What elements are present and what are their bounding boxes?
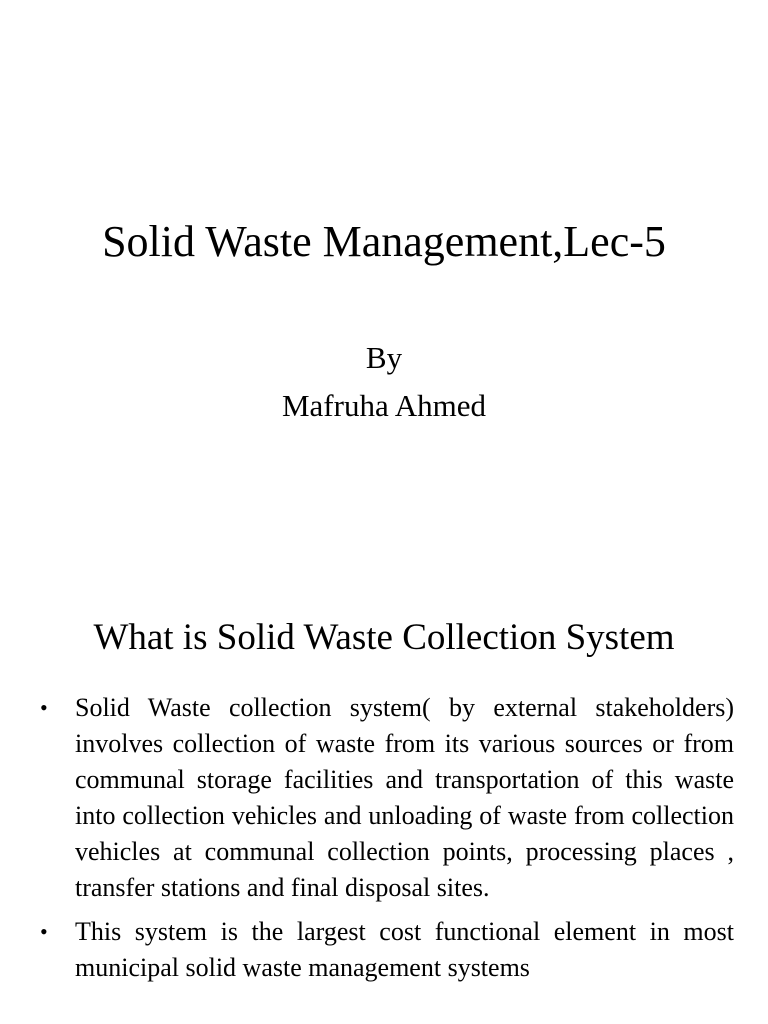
bullet-marker: •: [40, 919, 48, 944]
by-label: By: [365, 340, 403, 375]
bullet-marker: •: [40, 695, 48, 720]
bullet-item: [40, 690, 734, 906]
slide-title: Solid Waste Management,Lec-5: [102, 217, 666, 266]
bullet-text: Solid Waste collection system( by external stakeholders) involves collection of waste from its various sources or from communal storage facilities and transportation of this waste into collection vehicles and unloading of waste from collection vehicles at communal collection points, processing places , transfer stations and final disposal sites.: [75, 693, 734, 902]
content-slide: [0, 576, 768, 1024]
bullet-list: [40, 690, 734, 994]
author-name: Mafruha Ahmed: [281, 388, 487, 423]
bullet-item: [40, 914, 734, 986]
byline: [0, 334, 768, 430]
content-slide-title: What is Solid Waste Collection System: [93, 617, 675, 658]
bullet-text: This system is the largest cost functional element in most municipal solid waste management systems: [75, 917, 734, 982]
